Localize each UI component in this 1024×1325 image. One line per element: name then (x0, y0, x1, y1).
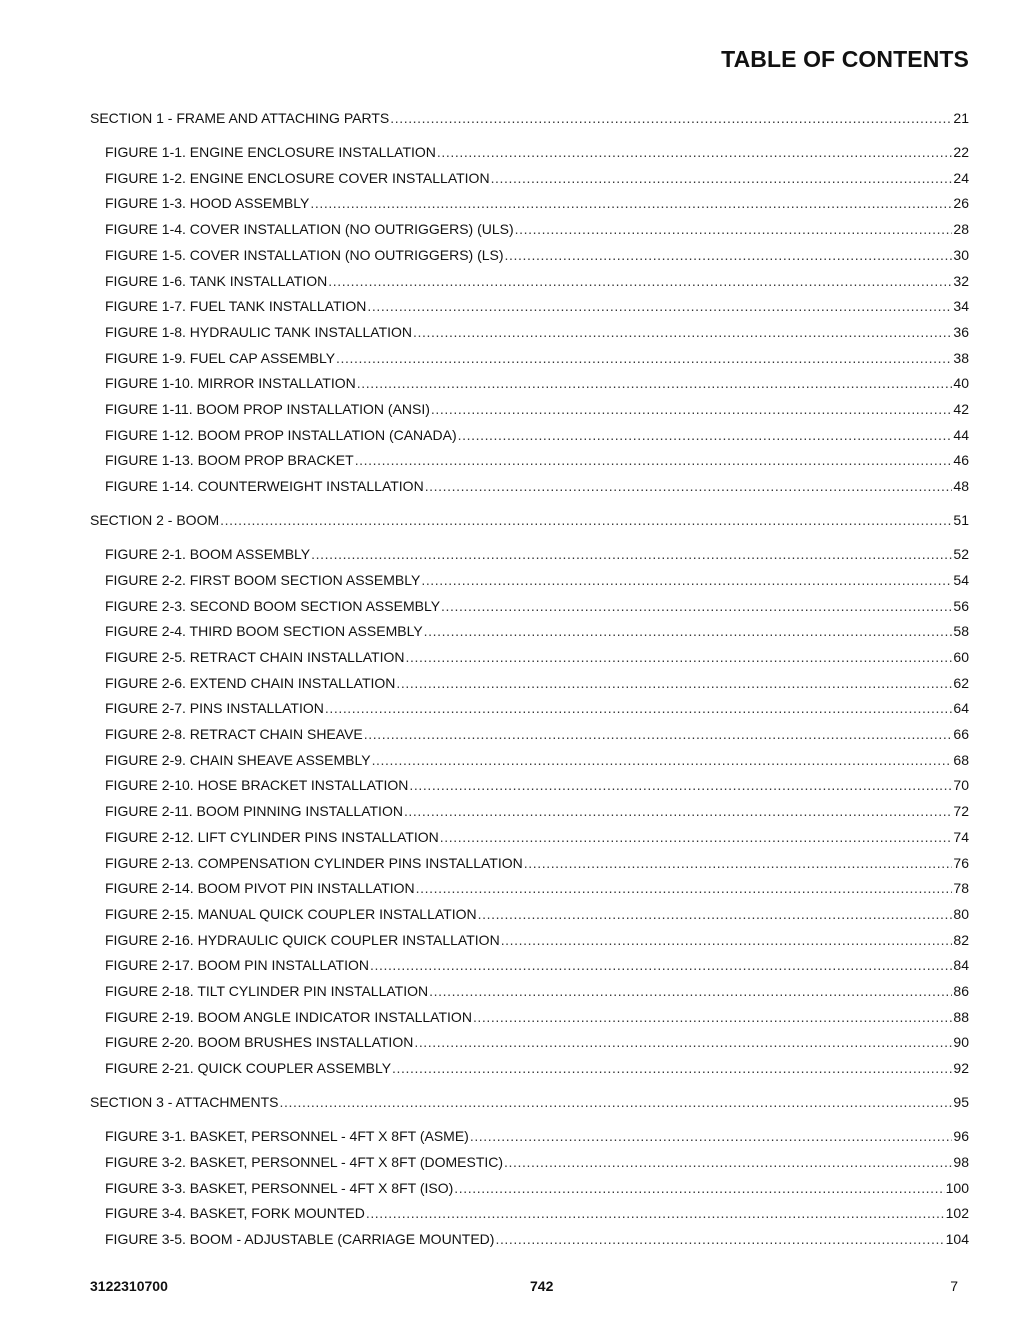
dot-leader (413, 324, 952, 340)
toc-figure-entry[interactable] (105, 478, 969, 494)
dot-leader (310, 195, 952, 211)
toc-entry-label: FIGURE 1-6. TANK INSTALLATION (105, 272, 328, 289)
toc-figure-entry[interactable] (105, 598, 969, 614)
toc-entry-page: 30 (953, 246, 969, 263)
toc-figure-entry[interactable] (105, 221, 969, 237)
toc-entry-label: FIGURE 2-21. QUICK COUPLER ASSEMBLY (105, 1060, 392, 1077)
toc-entry-label: FIGURE 2-10. HOSE BRACKET INSTALLATION (105, 777, 409, 794)
toc-entry-page: 21 (953, 110, 969, 126)
toc-entry-label: FIGURE 2-4. THIRD BOOM SECTION ASSEMBLY (105, 623, 423, 640)
dot-leader (454, 1180, 944, 1196)
toc-entry-label: FIGURE 2-1. BOOM ASSEMBLY (105, 546, 311, 563)
toc-figure-entry[interactable] (105, 880, 969, 896)
toc-entry-page: 102 (945, 1205, 969, 1222)
toc-entry-page: 96 (953, 1128, 969, 1145)
toc-entry-label: FIGURE 1-3. HOOD ASSEMBLY (105, 195, 310, 212)
dot-leader (280, 1094, 953, 1110)
toc-entry-label: FIGURE 2-17. BOOM PIN INSTALLATION (105, 957, 369, 974)
toc-entry-label: FIGURE 1-5. COVER INSTALLATION (NO OUTRIGGERS) (LS) (105, 246, 504, 263)
toc-entry-page: 44 (953, 426, 969, 443)
dot-leader (366, 1205, 945, 1221)
dot-leader (404, 803, 952, 819)
dot-leader (414, 1034, 952, 1050)
toc-entry-page: 34 (953, 298, 969, 315)
toc-entry-page: 38 (953, 349, 969, 366)
toc-entry-page: 95 (953, 1094, 969, 1111)
toc-entry-page: 60 (953, 648, 969, 665)
toc-figure-entry[interactable] (105, 350, 969, 366)
dot-leader (416, 880, 953, 896)
toc-figure-entry[interactable] (105, 1034, 969, 1050)
toc-entry-page: 64 (953, 700, 969, 717)
toc-figure-entry[interactable] (105, 247, 969, 263)
dot-leader (431, 401, 953, 417)
toc-entry-label: FIGURE 3-2. BASKET, PERSONNEL - 4FT X 8FT (DOMESTIC) (105, 1153, 504, 1170)
toc-entry-label: FIGURE 3-1. BASKET, PERSONNEL - 4FT X 8FT (ASME) (105, 1128, 469, 1145)
toc-entry-page: 72 (953, 803, 969, 820)
toc-entry-label: FIGURE 1-9. FUEL CAP ASSEMBLY (105, 349, 336, 366)
toc-figure-entry[interactable] (105, 546, 969, 562)
dot-leader (355, 452, 953, 468)
toc-figure-entry[interactable] (105, 170, 969, 186)
toc-entry-page: 42 (953, 401, 969, 417)
dot-leader (424, 623, 953, 639)
toc-figure-entry[interactable] (105, 983, 969, 999)
toc-figure-entry[interactable] (105, 1231, 969, 1247)
toc-figure-entry[interactable] (105, 1205, 969, 1221)
footer-center-code: 742 (530, 1278, 554, 1294)
toc-figure-entry[interactable] (105, 675, 969, 691)
dot-leader (396, 675, 952, 691)
toc-figure-entry[interactable] (105, 726, 969, 742)
toc-entry-label: FIGURE 1-14. COUNTERWEIGHT INSTALLATION (105, 478, 424, 495)
dot-leader (409, 777, 952, 793)
toc-figure-entry[interactable] (105, 427, 969, 443)
footer-doc-number: 3122310700 (90, 1278, 168, 1294)
toc-entry-page: 82 (953, 931, 969, 948)
dot-leader (392, 1060, 952, 1076)
dot-leader (357, 375, 953, 391)
dot-leader (495, 1231, 944, 1247)
toc-entry-page: 66 (953, 726, 969, 742)
toc-entry-page: 76 (953, 854, 969, 871)
toc-figure-entry[interactable] (105, 1154, 969, 1170)
dot-leader (220, 512, 952, 528)
dot-leader (458, 427, 953, 443)
toc-section-entry[interactable] (90, 512, 969, 528)
toc-figure-entry[interactable] (105, 1180, 969, 1196)
toc-entry-label: FIGURE 2-8. RETRACT CHAIN SHEAVE (105, 726, 363, 742)
toc-figure-entry[interactable] (105, 777, 969, 793)
toc-entry-label: FIGURE 1-1. ENGINE ENCLOSURE INSTALLATION (105, 144, 436, 160)
toc-entry-page: 26 (953, 195, 969, 212)
dot-leader (429, 983, 952, 999)
toc-figure-entry[interactable] (105, 1060, 969, 1076)
toc-figure-entry[interactable] (105, 452, 969, 468)
toc-entry-label: SECTION 3 - ATTACHMENTS (90, 1094, 279, 1111)
toc-entry-label: FIGURE 3-5. BOOM - ADJUSTABLE (CARRIAGE MOUNTED) (105, 1230, 495, 1247)
toc-entry-page: 98 (953, 1153, 969, 1170)
toc-section-entry[interactable] (90, 110, 969, 126)
dot-leader (437, 144, 953, 160)
dot-leader (478, 906, 953, 922)
toc-entry-page: 46 (953, 452, 969, 469)
dot-leader (367, 298, 952, 314)
dot-leader (524, 855, 953, 871)
toc-figure-entry[interactable] (105, 375, 969, 391)
dot-leader (505, 247, 953, 263)
toc-figure-entry[interactable] (105, 803, 969, 819)
toc-entry-page: 51 (953, 512, 969, 529)
toc-entry-label: FIGURE 1-10. MIRROR INSTALLATION (105, 375, 356, 392)
toc-entry-page: 70 (953, 777, 969, 794)
toc-entry-label: FIGURE 1-11. BOOM PROP INSTALLATION (ANSI) (105, 401, 430, 417)
toc-entry-label: FIGURE 2-2. FIRST BOOM SECTION ASSEMBLY (105, 571, 421, 588)
toc-entry-page: 74 (953, 828, 969, 845)
toc-entry-page: 100 (945, 1179, 969, 1196)
toc-entry-page: 90 (953, 1034, 969, 1051)
toc-entry-label: FIGURE 1-12. BOOM PROP INSTALLATION (CANADA) (105, 426, 457, 443)
toc-figure-entry[interactable] (105, 957, 969, 973)
toc-entry-page: 54 (953, 571, 969, 588)
toc-entry-label: FIGURE 2-5. RETRACT CHAIN INSTALLATION (105, 648, 405, 665)
toc-entry-label: FIGURE 1-8. HYDRAULIC TANK INSTALLATION (105, 323, 413, 340)
toc-entry-page: 78 (953, 880, 969, 897)
toc-entry-label: FIGURE 2-3. SECOND BOOM SECTION ASSEMBLY (105, 597, 441, 614)
toc-entry-page: 52 (953, 546, 969, 563)
toc-entry-page: 62 (953, 674, 969, 691)
dot-leader (501, 932, 953, 948)
dot-leader (328, 273, 952, 289)
dot-leader (421, 572, 952, 588)
toc-entry-label: FIGURE 1-4. COVER INSTALLATION (NO OUTRIGGERS) (ULS) (105, 221, 514, 238)
toc-figure-entry[interactable] (105, 855, 969, 871)
toc-entry-page: 86 (953, 983, 969, 999)
toc-figure-entry[interactable] (105, 932, 969, 948)
dot-leader (473, 1009, 952, 1025)
toc-figure-entry[interactable] (105, 401, 969, 417)
toc-figure-entry[interactable] (105, 649, 969, 665)
dot-leader (370, 957, 952, 973)
dot-leader (470, 1128, 953, 1144)
footer-page-number: 7 (950, 1278, 958, 1294)
toc-entry-label: FIGURE 2-20. BOOM BRUSHES INSTALLATION (105, 1034, 414, 1051)
toc-entry-page: 40 (953, 375, 969, 392)
toc-entry-page: 48 (953, 478, 969, 495)
toc-entry-page: 36 (953, 323, 969, 340)
toc-entry-label: FIGURE 2-12. LIFT CYLINDER PINS INSTALLATION (105, 828, 439, 845)
toc-figure-entry[interactable] (105, 829, 969, 845)
toc-entry-label: FIGURE 1-2. ENGINE ENCLOSURE COVER INSTALLATION (105, 169, 490, 186)
dot-leader (311, 546, 952, 562)
toc-entry-label: FIGURE 2-14. BOOM PIVOT PIN INSTALLATION (105, 880, 415, 897)
toc-entry-page: 92 (953, 1060, 969, 1077)
dot-leader (390, 110, 952, 126)
dot-leader (364, 726, 953, 742)
toc-entry-page: 58 (953, 623, 969, 640)
toc-entry-label: SECTION 1 - FRAME AND ATTACHING PARTS (90, 110, 390, 126)
toc-entry-label: FIGURE 2-18. TILT CYLINDER PIN INSTALLATION (105, 983, 429, 999)
toc-entry-page: 32 (953, 272, 969, 289)
dot-leader (491, 170, 953, 186)
toc-entry-label: FIGURE 2-6. EXTEND CHAIN INSTALLATION (105, 674, 396, 691)
dot-leader (336, 350, 952, 366)
dot-leader (515, 221, 953, 237)
dot-leader (441, 598, 952, 614)
toc-entry-label: FIGURE 2-7. PINS INSTALLATION (105, 700, 324, 717)
toc-entry-page: 88 (953, 1008, 969, 1025)
toc-figure-entry[interactable] (105, 1128, 969, 1144)
toc-entry-page: 56 (953, 597, 969, 614)
toc-figure-entry[interactable] (105, 195, 969, 211)
toc-figure-entry[interactable] (105, 906, 969, 922)
toc-entry-label: FIGURE 1-7. FUEL TANK INSTALLATION (105, 298, 367, 315)
toc-figure-entry[interactable] (105, 273, 969, 289)
toc-entry-page: 104 (945, 1230, 969, 1247)
dot-leader (440, 829, 953, 845)
toc-entry-label: FIGURE 3-4. BASKET, FORK MOUNTED (105, 1205, 365, 1222)
toc-entry-label: FIGURE 2-9. CHAIN SHEAVE ASSEMBLY (105, 751, 371, 768)
toc-figure-entry[interactable] (105, 623, 969, 639)
toc-section-entry[interactable] (90, 1094, 969, 1110)
dot-leader (425, 478, 953, 494)
toc-entry-label: FIGURE 2-11. BOOM PINNING INSTALLATION (105, 803, 403, 820)
page-title: TABLE OF CONTENTS (721, 46, 969, 72)
toc-figure-entry[interactable] (105, 324, 969, 340)
toc-entry-label: FIGURE 2-15. MANUAL QUICK COUPLER INSTALLATION (105, 905, 477, 922)
toc-entry-label: FIGURE 2-13. COMPENSATION CYLINDER PINS INSTALLATION (105, 854, 523, 871)
toc-entry-page: 24 (953, 169, 969, 186)
toc-entry-label: FIGURE 2-19. BOOM ANGLE INDICATOR INSTALLATION (105, 1008, 472, 1025)
toc-entry-page: 68 (953, 751, 969, 768)
toc-figure-entry[interactable] (105, 298, 969, 314)
toc-figure-entry[interactable] (105, 572, 969, 588)
toc-entry-page: 28 (953, 221, 969, 238)
toc-figure-entry[interactable] (105, 700, 969, 716)
toc-figure-entry[interactable] (105, 1009, 969, 1025)
toc-entry-label: FIGURE 2-16. HYDRAULIC QUICK COUPLER INSTALLATION (105, 931, 500, 948)
toc-entry-page: 22 (953, 144, 969, 160)
dot-leader (406, 649, 953, 665)
toc-entry-page: 84 (953, 957, 969, 974)
toc-entry-label: FIGURE 3-3. BASKET, PERSONNEL - 4FT X 8FT (ISO) (105, 1179, 454, 1196)
toc-entry-label: FIGURE 1-13. BOOM PROP BRACKET (105, 452, 354, 469)
toc-entry-page: 80 (953, 905, 969, 922)
dot-leader (325, 700, 953, 716)
toc-entry-label: SECTION 2 - BOOM (90, 512, 220, 529)
toc-figure-entry[interactable] (105, 752, 969, 768)
dot-leader (372, 752, 953, 768)
toc-figure-entry[interactable] (105, 144, 969, 160)
dot-leader (504, 1154, 952, 1170)
